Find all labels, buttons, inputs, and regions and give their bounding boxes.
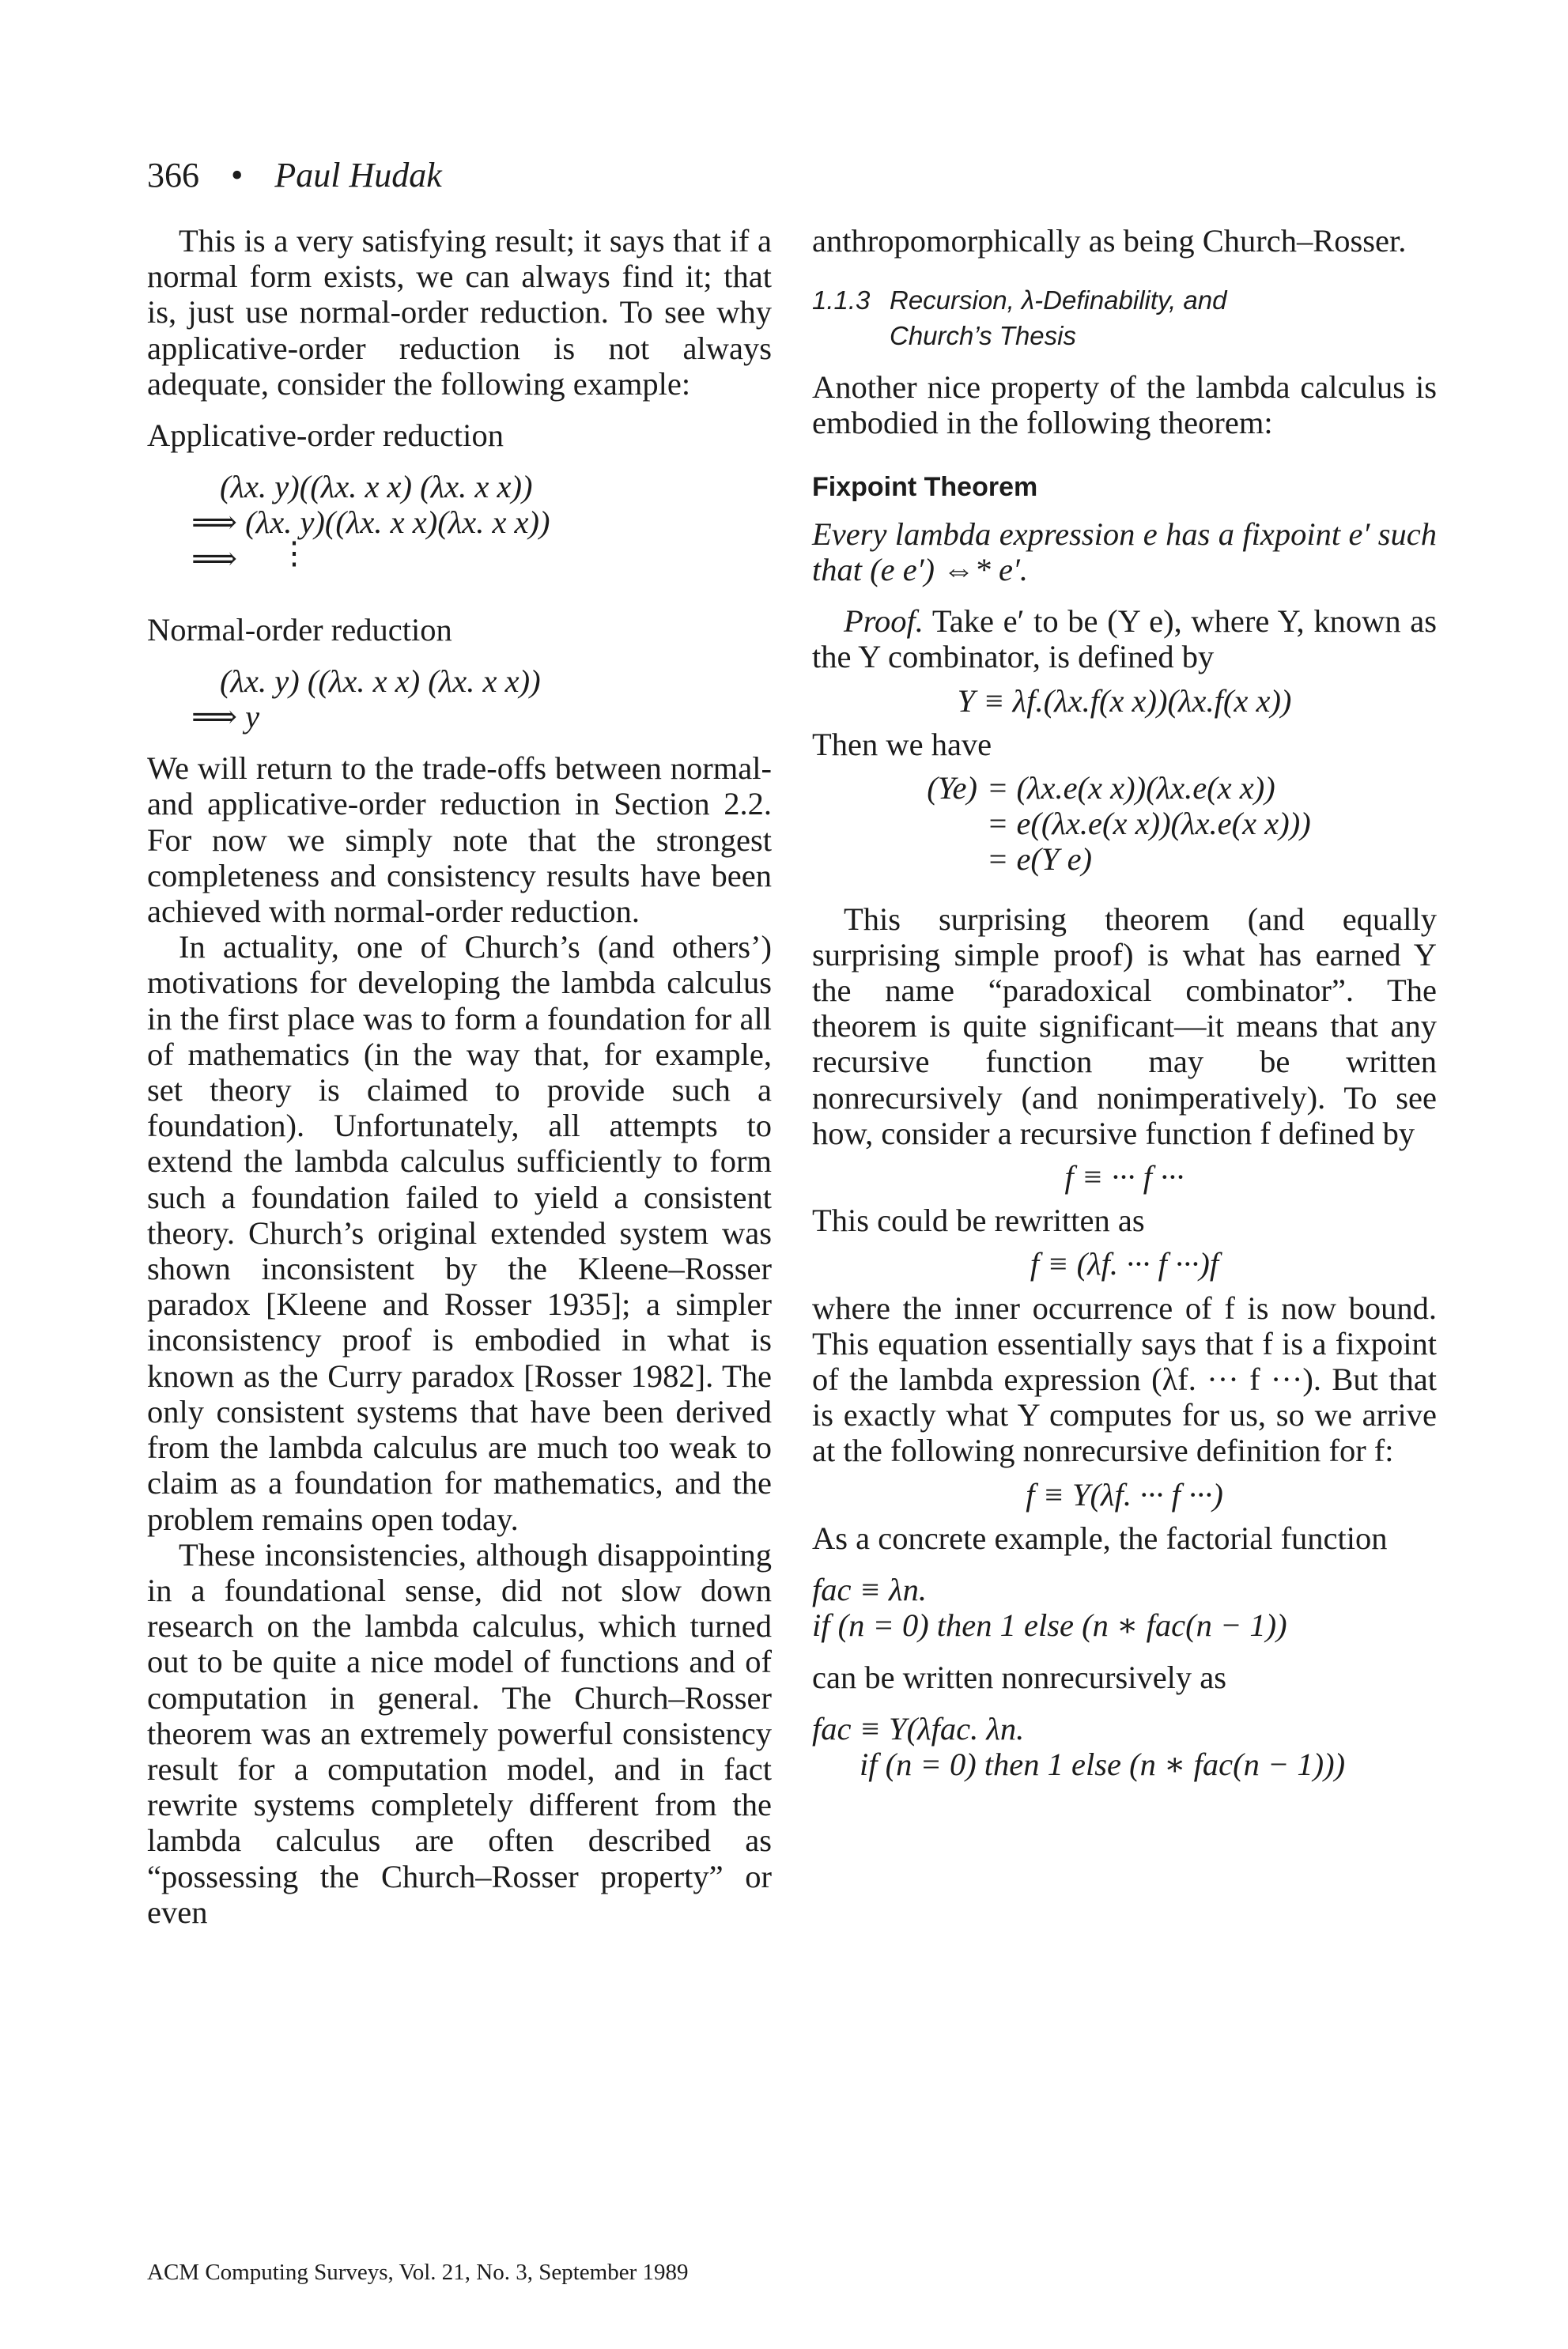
factorial-recursive-line: fac ≡ λn.: [812, 1572, 927, 1608]
paragraph: As a concrete example, the factorial function: [812, 1520, 1388, 1556]
proof-text: Take e′ to be (Y e), where Y, known as the Y combinator, is defined by: [812, 603, 1437, 675]
theorem-statement: Every lambda expression e has a fixpoint e′ such that (e e′) ⇔* e′.: [812, 515, 1437, 588]
applicative-order-label: Applicative-order reduction: [147, 417, 504, 454]
section-number: 1.1.3: [812, 285, 871, 315]
implies-arrow: ⟹: [191, 540, 238, 576]
equation-lhs: (Ye): [927, 770, 977, 806]
theorem-heading: Fixpoint Theorem: [812, 471, 1038, 502]
equation-line: = e(Y e): [987, 841, 1093, 878]
page-number: 366: [147, 156, 199, 194]
header-separator: •: [231, 156, 244, 194]
paragraph: where the inner occurrence of f is now bound. This equation essentially says that f is a fixpoint of the lambda expression (λf. ··· f ···). But that is exactly what Y computes for us, so we arrive at the following nonrecursive definition for f:: [812, 1290, 1437, 1469]
factorial-nonrecursive-line: fac ≡ Y(λfac. λn.: [812, 1710, 1025, 1747]
equation-line: = e((λx.e(x x))(λx.e(x x))): [987, 806, 1311, 842]
paragraph: These inconsistencies, although disappointing in a foundational sense, did not slow down research on the lambda calculus, which turned out to be quite a nice model of functions and of computation in general. The Church–Rosser theorem was an extremely powerful consistency result for a computation model, and in fact rewrite systems completely different from the lambda calculus are often described as “possessing the Church–Rosser property” or even: [147, 1536, 772, 1930]
running-head-author: Paul Hudak: [274, 156, 442, 194]
paragraph: This is a very satisfying result; it says that if a normal form exists, we can always find it; that is, just use normal-order reduction. To see why applicative-order reduction is not always adequate, consider the following example:: [147, 223, 772, 402]
equation-line: f ≡ ··· f ···: [1064, 1159, 1185, 1195]
proof-label: Proof.: [844, 603, 924, 640]
then-we-have: Then we have: [812, 726, 992, 762]
factorial-recursive-line: if (n = 0) then 1 else (n ∗ fac(n − 1)): [812, 1607, 1287, 1644]
paragraph: anthropomorphically as being Church–Rosser.: [812, 223, 1407, 259]
factorial-nonrecursive-line: if (n = 0) then 1 else (n ∗ fac(n − 1))): [860, 1746, 1346, 1782]
equation-continuation: [147, 534, 772, 612]
section-heading: [812, 282, 1437, 353]
paragraph: This could be rewritten as: [812, 1203, 1145, 1239]
paragraph: can be written nonrecursively as: [812, 1659, 1227, 1695]
ye-derivation: [812, 770, 1437, 878]
proof-paragraph: [812, 603, 1437, 674]
paragraph: This surprising theorem (and equally surprising simple proof) is what has earned Y the name “paradoxical combinator”. The theorem is quite significant—it means that any recursive function may be written nonrecursively (and nonimperatively). To see how, consider a recursive function f defined by: [812, 901, 1437, 1151]
page-header: [147, 155, 442, 195]
normal-order-label: Normal-order reduction: [147, 611, 452, 648]
paragraph: Another nice property of the lambda calculus is embodied in the following theorem:: [812, 369, 1437, 441]
vertical-dots: ⋮: [278, 534, 310, 571]
page-footer: ACM Computing Surveys, Vol. 21, No. 3, September 1989: [147, 2260, 689, 2285]
equation-line: f ≡ (λf. ··· f ···)f: [1030, 1246, 1219, 1282]
paragraph: We will return to the trade-offs between normal- and applicative-order reduction in Section 2.2. For now we simply note that the strongest completeness and consistency results have been achieved with normal-order reduction.: [147, 750, 772, 930]
equation-line: ⟹ y: [191, 699, 260, 735]
y-combinator-definition: Y ≡ λf.(λx.f(x x))(λx.f(x x)): [957, 682, 1292, 719]
equation-line: = (λx.e(x x))(λx.e(x x)): [987, 770, 1275, 806]
section-title-line: Recursion, λ-Definability, and: [890, 285, 1227, 315]
equation-line: (λx. y)((λx. x x) (λx. x x)): [220, 469, 533, 505]
right-column: [812, 223, 1437, 1782]
paragraph: In actuality, one of Church’s (and others’) motivations for developing the lambda calculus in the first place was to form a foundation for all of mathematics (in the way that, for example, set theory is claimed to provide such a foundation). Unfortunately, all attempts to extend the lambda calculus sufficiently to form such a foundation failed to yield a consistent theory. Church’s original extended system was shown inconsistent by the Kleene–Rosser paradox [Kleene and Rosser 1935]; a simpler inconsistency proof is embodied in what is known as the Curry paradox [Rosser 1982]. The only consistent systems that have been derived from the lambda calculus are much too weak to claim as a foundation for mathematics, and the problem remains open today.: [147, 929, 772, 1537]
equation-line: (λx. y) ((λx. x x) (λx. x x)): [220, 663, 541, 699]
section-title-line: Church’s Thesis: [890, 321, 1076, 351]
equation-line: f ≡ Y(λf. ··· f ···): [1026, 1476, 1223, 1512]
left-column: [147, 223, 772, 1930]
equation-line: ⟹ (λx. y)((λx. x x)(λx. x x)): [191, 504, 550, 541]
